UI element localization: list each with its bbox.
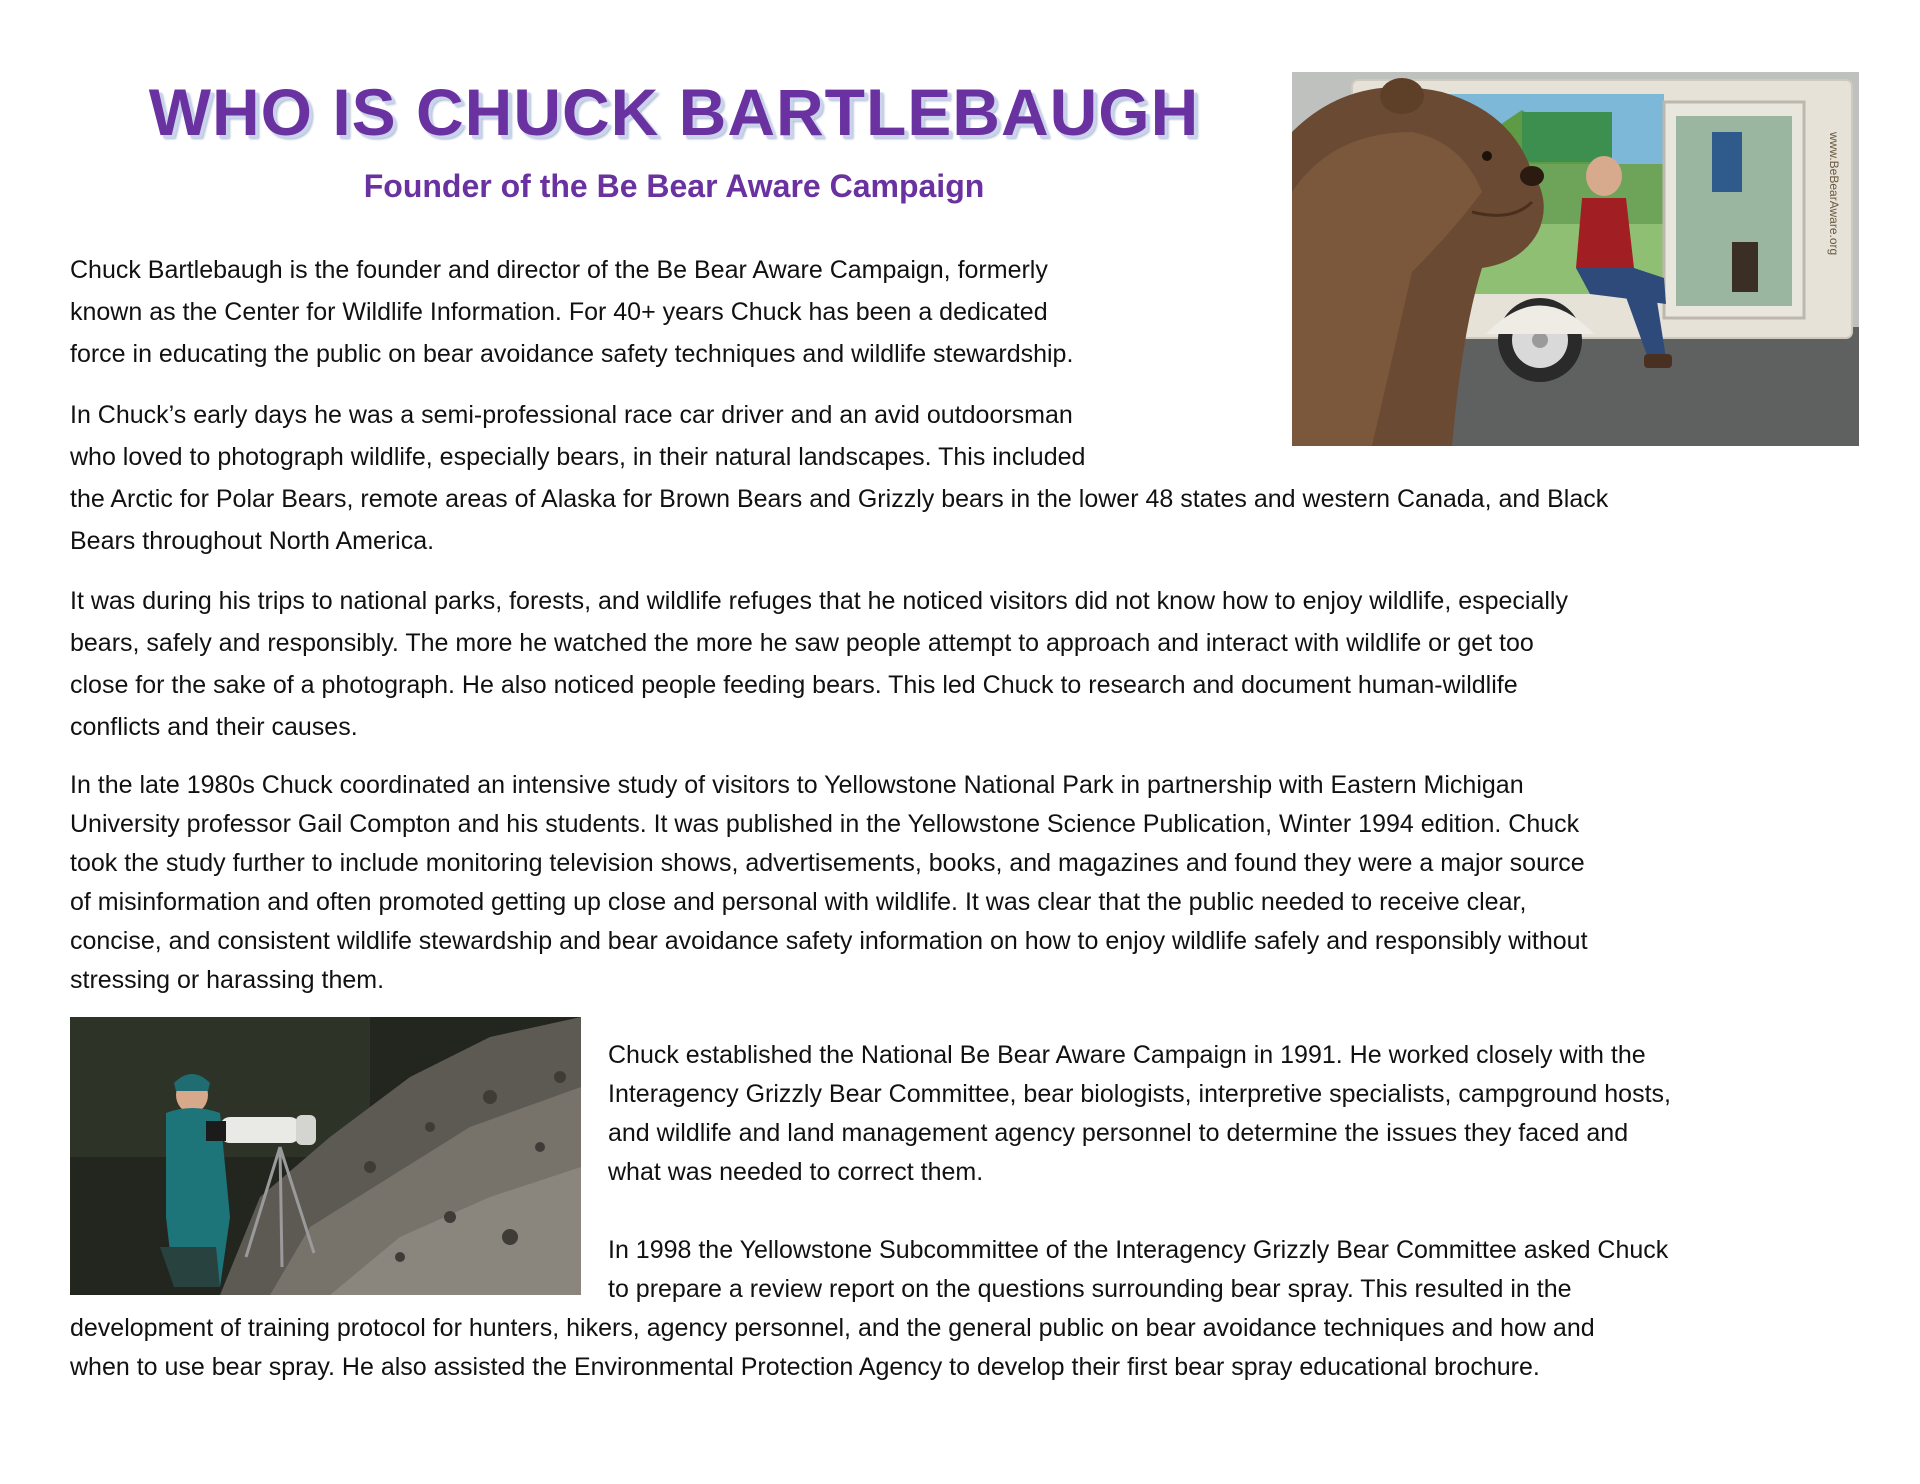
text-line: Chuck Bartlebaugh is the founder and director of the Be Bear Aware Campaign, formerly (70, 256, 1048, 284)
text-line: and wildlife and land management agency personnel to determine the issues they faced and (608, 1119, 1629, 1147)
text-line: stressing or harassing them. (70, 966, 385, 994)
text-line: development of training protocol for hunters, hikers, agency personnel, and the general public on bear avoidance techniques and how and (70, 1314, 1595, 1342)
photographer-photo (70, 1017, 581, 1295)
text-line: In 1998 the Yellowstone Subcommittee of the Interagency Grizzly Bear Committee asked Chuck (608, 1236, 1669, 1264)
text-line: what was needed to correct them. (608, 1158, 984, 1186)
paragraph-bear-spray-end (70, 1309, 1890, 1387)
text-line: close for the sake of a photograph. He also noticed people feeding bears. This led Chuck to research and document human-wildlife (70, 671, 1518, 699)
paragraph-campaign-founding (608, 1036, 1868, 1192)
text-line: It was during his trips to national parks, forests, and wildlife refuges that he noticed visitors did not know how to enjoy wildlife, especially (70, 587, 1568, 615)
paragraph-observations (70, 580, 1870, 748)
text-line: University professor Gail Compton and his students. It was published in the Yellowstone Science Publication, Winter 1994 edition. Chuck (70, 810, 1580, 838)
text-line: conflicts and their causes. (70, 713, 358, 741)
paragraph-bear-spray-start (608, 1231, 1868, 1309)
paragraph-early-days (70, 394, 1870, 562)
text-line: known as the Center for Wildlife Information. For 40+ years Chuck has been a dedicated (70, 298, 1048, 326)
text-line: In the late 1980s Chuck coordinated an intensive study of visitors to Yellowstone National Park in partnership with Eastern Michigan (70, 771, 1524, 799)
text-line: when to use bear spray. He also assisted the Environmental Protection Agency to develop their first bear spray educational brochure. (70, 1353, 1540, 1381)
text-line: concise, and consistent wildlife stewardship and bear avoidance safety information on how to enjoy wildlife safely and responsibly without (70, 927, 1588, 955)
page-title: WHO IS CHUCK BARTLEBAUGH (148, 75, 1200, 149)
text-line: of misinformation and often promoted getting up close and personal with wildlife. It was clear that the public needed to receive clear, (70, 888, 1527, 916)
text-line: who loved to photograph wildlife, especially bears, in their natural landscapes. This included (70, 443, 1086, 471)
text-line: In Chuck’s early days he was a semi-professional race car driver and an avid outdoorsman (70, 401, 1073, 429)
text-line: force in educating the public on bear avoidance safety techniques and wildlife stewardship. (70, 340, 1074, 368)
trailer-url-text: www.BeBearAware.org (1827, 132, 1841, 256)
text-line: to prepare a review report on the questions surrounding bear spray. This resulted in the (608, 1275, 1572, 1303)
text-line: Interagency Grizzly Bear Committee, bear biologists, interpretive specialists, campground hosts, (608, 1080, 1671, 1108)
page-subtitle: Founder of the Be Bear Aware Campaign (363, 168, 985, 204)
text-line: the Arctic for Polar Bears, remote areas of Alaska for Brown Bears and Grizzly bears in the lower 48 states and western Canada, and Black (70, 485, 1609, 513)
text-line: Bears throughout North America. (70, 527, 435, 555)
paragraph-yellowstone-study (70, 766, 1870, 1000)
text-line: took the study further to include monitoring television shows, advertisements, books, and magazines and found they were a major source (70, 849, 1585, 877)
bear-trailer-photo (1292, 72, 1859, 446)
text-line: bears, safely and responsibly. The more he watched the more he saw people attempt to approach and interact with wildlife or get too (70, 629, 1534, 657)
paragraph-intro (70, 249, 1270, 375)
text-line: Chuck established the National Be Bear Aware Campaign in 1991. He worked closely with the (608, 1041, 1646, 1069)
